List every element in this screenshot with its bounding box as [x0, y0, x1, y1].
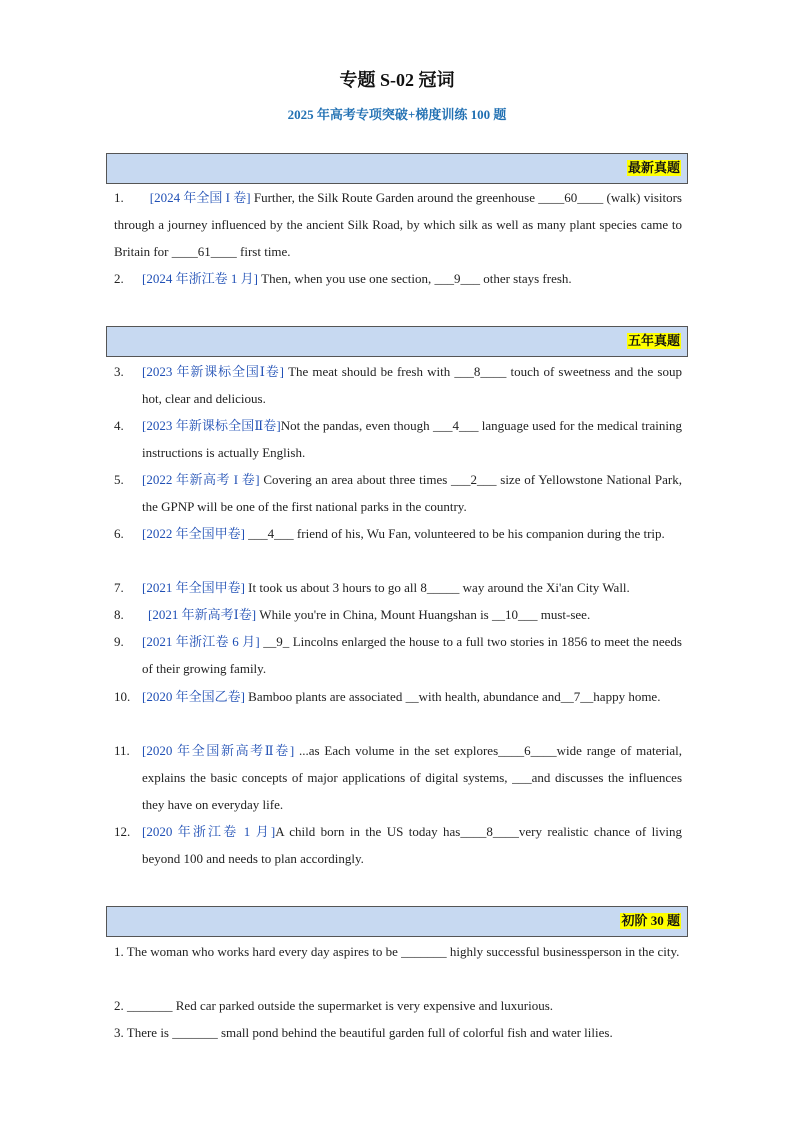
question-number: 5. [114, 472, 124, 487]
question-item [114, 737, 682, 818]
page-subtitle: 2025 年高考专项突破+梯度训练 100 题 [287, 107, 507, 122]
section-header-five-year [106, 326, 688, 357]
question-source: [2022 年新高考 I 卷] [142, 472, 260, 487]
question-item [114, 466, 682, 520]
question-source: [2024 年全国 I 卷] [149, 190, 251, 205]
question-text: A child born in the US today has____8____very realistic chance of living beyond 100 and needs to plan accordingly. [142, 824, 682, 866]
question-source: [2024 年浙江卷 1 月] [142, 271, 258, 286]
question-item [114, 818, 682, 872]
question-source: [2021 年浙江卷 6 月] [142, 634, 260, 649]
exercise-item [114, 938, 682, 965]
question-source: [2023 年新课标全国Ⅰ卷] [142, 364, 284, 379]
question-item [114, 184, 682, 265]
question-source: [2023 年新课标全国Ⅱ卷] [142, 418, 281, 433]
question-text: ___4___ friend of his, Wu Fan, volunteered to be his companion during the trip. [244, 526, 665, 541]
question-number: 3. [114, 364, 124, 379]
question-number: 10. [114, 689, 131, 704]
question-item [114, 265, 682, 292]
question-number: 2. [114, 271, 124, 286]
exercise-item [114, 992, 682, 1019]
question-text: Bamboo plants are associated __with health, abundance and__7__happy home. [244, 689, 661, 704]
question-item [114, 574, 682, 601]
question-source: [2021 年新高考Ⅰ卷] [148, 607, 257, 622]
question-item [114, 683, 682, 710]
question-source: [2022 年全国甲卷] [142, 526, 245, 541]
exercise-text: 3. There is _______ small pond behind the beautiful garden full of colorful fish and water lilies. [114, 1025, 613, 1040]
question-number: 1. [114, 190, 124, 205]
question-text: It took us about 3 hours to go all 8_____ way around the Xi'an City Wall. [244, 580, 630, 595]
question-item [114, 520, 682, 547]
section-label: 初阶 30 题 [621, 913, 680, 928]
question-number: 6. [114, 526, 124, 541]
question-number: 8. [114, 607, 124, 622]
question-item [114, 628, 682, 682]
question-number: 12. [114, 824, 131, 839]
question-text: Then, when you use one section, ___9___ other stays fresh. [257, 271, 572, 286]
question-text: ...as Each volume in the set explores____6____wide range of material, explains the basic concepts of major applications of digital systems, ___and discusses the influences they have on everyday life. [142, 743, 682, 812]
question-source: [2021 年全国甲卷] [142, 580, 245, 595]
question-number: 9. [114, 634, 124, 649]
question-item [114, 412, 682, 466]
question-text: The meat should be fresh with ___8____ touch of sweetness and the soup hot, clear and delicious. [142, 364, 682, 406]
question-item [114, 601, 682, 628]
question-number: 7. [114, 580, 124, 595]
question-source: [2020 年全国新高考Ⅱ卷] [142, 743, 295, 758]
question-number: 11. [114, 743, 130, 758]
page-title: 专题 S-02 冠词 [339, 70, 455, 90]
question-text: Further, the Silk Route Garden around the greenhouse ____60____ (walk) visitors through a journey influenced by the ancient Silk Road, by which silk as well as many plant species came to Britain for ____61____ first time. [114, 190, 682, 259]
question-item [114, 358, 682, 412]
exercise-text: 1. The woman who works hard every day aspires to be _______ highly successful businessperson in the city. [114, 944, 680, 959]
question-source: [2020 年全国乙卷] [142, 689, 245, 704]
question-text: __9_ Lincolns enlarged the house to a full two stories in 1856 to meet the needs of their growing family. [142, 634, 682, 676]
section-header-latest [106, 153, 688, 184]
section-label: 最新真题 [627, 160, 680, 175]
question-text: Covering an area about three times ___2___ size of Yellowstone National Park, the GPNP will be one of the first national parks in the country. [142, 472, 682, 514]
section-label: 五年真题 [627, 333, 680, 348]
question-text: Not the pandas, even though ___4___ language used for the medical training instructions is actually English. [142, 418, 682, 460]
question-source: [2020 年浙江卷 1 月] [142, 824, 276, 839]
question-number: 4. [114, 418, 124, 433]
exercise-text: 2. _______ Red car parked outside the supermarket is very expensive and luxurious. [114, 998, 553, 1013]
question-text: While you're in China, Mount Huangshan is __10___ must-see. [256, 607, 591, 622]
section-header-beginner [106, 906, 688, 937]
exercise-item [114, 1019, 682, 1046]
